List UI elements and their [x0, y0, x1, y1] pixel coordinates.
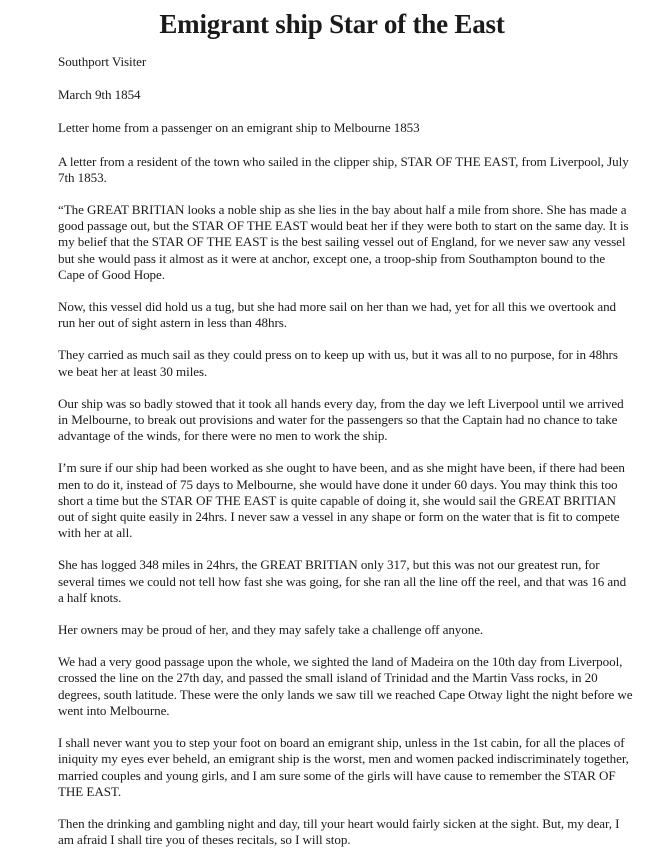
paragraph-passage: We had a very good passage upon the whole, we sighted the land of Madeira on the 10th day from Liverpool, crossed the line on the 27th day, and passed the small island of Trinidad and the Martin Vass rocks, in 20 degrees, south latitude. These were the only lands we saw till we reached Cape Otway light the night before we went into Melbourne. [58, 654, 633, 718]
paragraph-logged: She has logged 348 miles in 24hrs, the GREAT BRITIAN only 317, but this was not our greatest run, for several times we could not tell how fast she was going, for she ran all the line off the reel, and that was 16 and a half knots. [58, 557, 627, 605]
paragraph-intro: A letter from a resident of the town who sailed in the clipper ship, STAR OF THE EAST, from Liverpool, July 7th 1853. [58, 153, 629, 185]
paragraph-great-britain: “The GREAT BRITIAN looks a noble ship as she lies in the bay about half a mile from shore. She has made a good passage out, but the STAR OF THE EAST would beat her if they were both to start on the same day. It is my belief that the STAR OF THE EAST is the best sailing vessel out of England, for we never saw any vessel but she would pass it almost as it were at anchor, except one, a troop-ship from Southampton bound to the Cape of Good Hope. [58, 202, 629, 282]
document-title: Emigrant ship Star of the East [159, 9, 505, 39]
source-line: Southport Visiter [58, 54, 147, 69]
paragraph-tug: Now, this vessel did hold us a tug, but she had more sail on her than we had, yet for all this we overtook and run her out of sight astern in less than 48hrs. [58, 299, 616, 331]
paragraph-sail: They carried as much sail as they could press on to keep up with us, but it was all to no purpose, for in 48hrs we beat her at least 30 miles. [58, 347, 618, 379]
date-line: March 9th 1854 [58, 87, 141, 103]
paragraph-worked: I’m sure if our ship had been worked as she ought to have been, and as she might have been, if there had been men to do it, instead of 75 days to Melbourne, she would have done it under 60 days. You may think this too short a time but the STAR OF THE EAST is quite capable of doing it, she would sail the GREAT BRITIAN out of sight quite easily in 24hrs. I never saw a vessel in any shape or form on the water that is fit to compete with her at all. [58, 460, 625, 541]
paragraph-closing: Then the drinking and gambling night and day, till your heart would fairly sicken at the sight. But, my dear, I am afraid I shall tire you of theses recitals, so I will stop. [58, 815, 620, 848]
paragraph-owners: Her owners may be proud of her, and they may safely take a challenge off anyone. [58, 622, 484, 638]
subtitle-line: Letter home from a passenger on an emigrant ship to Melbourne 1853 [58, 120, 420, 136]
paragraph-iniquity: I shall never want you to step your foot on board an emigrant ship, unless in the 1st cabin, for all the places of iniquity my eyes ever beheld, an emigrant ship is the worst, men and women packed indiscriminately together, married couples and young girls, and I am sure some of the girls will have cause to remember the STAR OF THE EAST. [58, 735, 629, 799]
paragraph-stowed: Our ship was so badly stowed that it took all hands every day, from the day we left Liverpool until we arrived in Melbourne, to break out provisions and water for the passengers so that the Captain had no chance to take advantage of the winds, for there were no men to work the ship. [58, 395, 624, 444]
